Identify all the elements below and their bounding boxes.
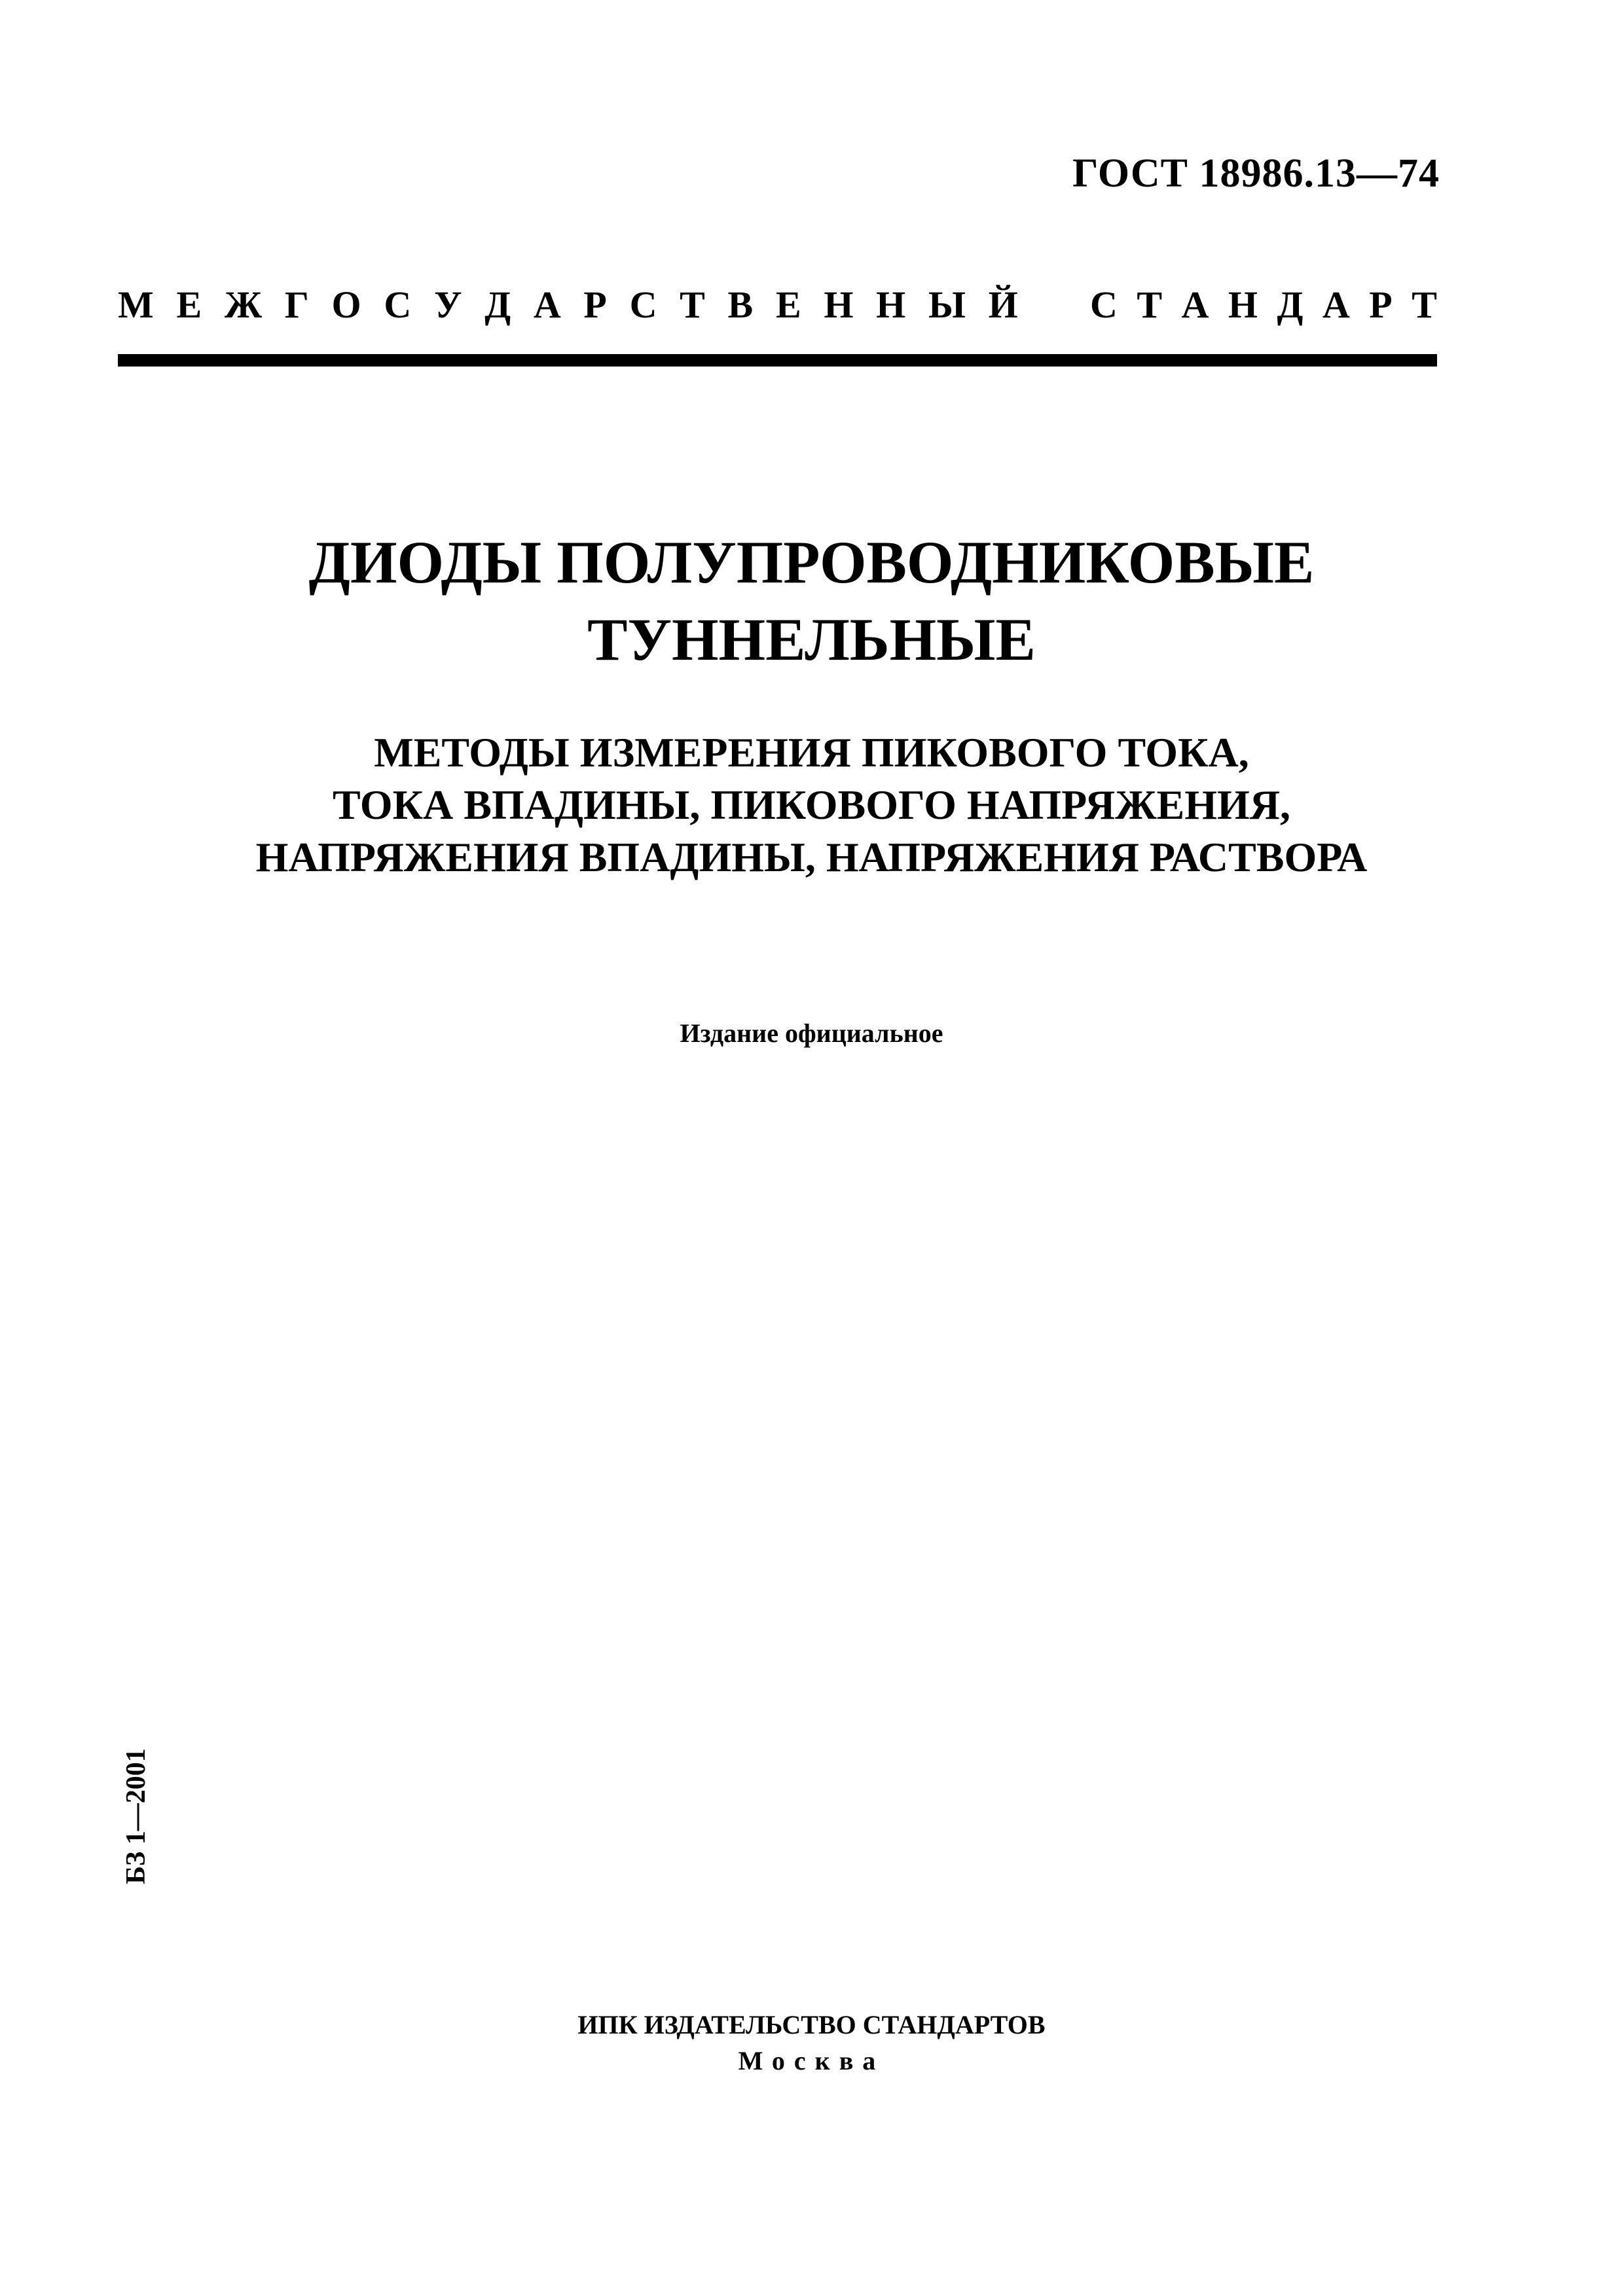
document-title bbox=[0, 524, 1623, 678]
category-letter: Р bbox=[583, 283, 607, 326]
subtitle-line: НАПРЯЖЕНИЯ ВПАДИНЫ, НАПРЯЖЕНИЯ РАСТВОРА bbox=[255, 834, 1368, 880]
category-letter: Ж bbox=[224, 283, 263, 326]
title-line: ТУННЕЛЬНЫЕ bbox=[587, 606, 1036, 673]
category-letter: А bbox=[1181, 283, 1209, 326]
category-letter: Д bbox=[484, 283, 511, 326]
category-letter: А bbox=[533, 283, 561, 326]
publisher: ИПК ИЗДАТЕЛЬСТВО СТАНДАРТОВ bbox=[577, 2010, 1046, 2039]
category-letter: Н bbox=[824, 283, 854, 326]
category-letter: Т bbox=[680, 283, 705, 326]
gost-code: ГОСТ 18986.13—74 bbox=[1072, 151, 1440, 196]
document-subtitle bbox=[0, 726, 1623, 884]
category-word-interstate bbox=[118, 283, 1018, 327]
side-code: БЗ 1—2001 bbox=[121, 1748, 151, 1884]
header-rule bbox=[118, 354, 1437, 367]
publisher-city: Москва bbox=[738, 2046, 885, 2075]
category-letter: С bbox=[629, 283, 657, 326]
category-letter: Н bbox=[1228, 283, 1258, 326]
subtitle-line: ТОКА ВПАДИНЫ, ПИКОВОГО НАПРЯЖЕНИЯ, bbox=[333, 781, 1290, 828]
category-letter: У bbox=[433, 283, 462, 326]
title-line: ДИОДЫ ПОЛУПРОВОДНИКОВЫЕ bbox=[308, 529, 1315, 596]
category-letter: Т bbox=[1412, 283, 1437, 326]
category-letter: А bbox=[1322, 283, 1350, 326]
category-letter: М bbox=[118, 283, 154, 326]
category-letter: Т bbox=[1137, 283, 1163, 326]
category-letter: С bbox=[384, 283, 412, 326]
category-letter: В bbox=[727, 283, 754, 326]
category-letter: Е bbox=[775, 283, 801, 326]
category-letter: Р bbox=[1369, 283, 1393, 326]
edition-label: Издание официальное bbox=[680, 1018, 943, 1048]
standard-category bbox=[118, 283, 1437, 327]
subtitle-line: МЕТОДЫ ИЗМЕРЕНИЯ ПИКОВОГО ТОКА, bbox=[374, 729, 1249, 776]
category-word-standard bbox=[1090, 283, 1437, 327]
category-letter: Ы bbox=[928, 283, 966, 326]
category-letter: Й bbox=[988, 283, 1018, 326]
category-letter: Е bbox=[176, 283, 202, 326]
category-letter: С bbox=[1090, 283, 1118, 326]
category-letter: О bbox=[331, 283, 361, 326]
category-letter: Г bbox=[284, 283, 309, 326]
category-letter: Н bbox=[876, 283, 906, 326]
category-letter: Д bbox=[1277, 283, 1304, 326]
